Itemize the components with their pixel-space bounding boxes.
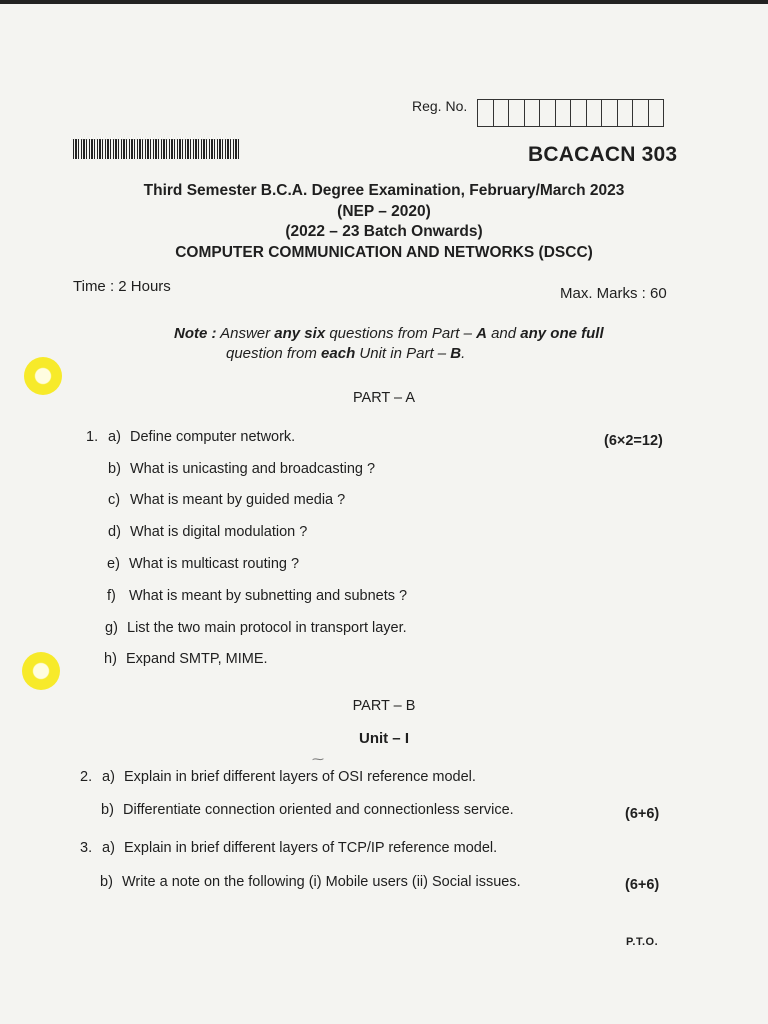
question-1g: g) List the two main protocol in transport layer.	[105, 620, 407, 636]
question-1d: d) What is digital modulation ?	[108, 524, 308, 540]
question-1c: c) What is meant by guided media ?	[108, 492, 346, 508]
question-1-marks: (6×2=12)	[604, 433, 663, 449]
time-duration: Time : 2 Hours	[73, 278, 171, 295]
scan-top-edge	[0, 0, 768, 4]
paper-code: BCACACN 303	[528, 143, 678, 166]
course-title: COMPUTER COMMUNICATION AND NETWORKS (DSCC)	[175, 243, 593, 261]
unit-1-heading: Unit – I	[358, 730, 409, 747]
question-1h: h) Expand SMTP, MIME.	[104, 651, 268, 667]
max-marks: Max. Marks : 60	[560, 285, 667, 302]
barcode	[73, 139, 241, 159]
scan-smudge: ⁓	[312, 752, 324, 766]
question-3b: b) Write a note on the following (i) Mobile users (ii) Social issues.	[100, 874, 521, 890]
reg-no-boxes[interactable]	[477, 99, 664, 127]
part-b-heading: PART – B	[352, 698, 416, 714]
exam-title-line: (2022 – 23 Batch Onwards)	[285, 223, 483, 240]
punch-hole-marker	[22, 652, 60, 690]
question-1a: 1. a) Define computer network.	[86, 429, 296, 445]
question-2a: 2. a) Explain in brief different layers of OSI reference model.	[80, 769, 476, 785]
question-3-marks: (6+6)	[625, 877, 660, 893]
exam-title-line: (NEP – 2020)	[337, 202, 431, 220]
question-2b: b) Differentiate connection oriented and connectionless service.	[101, 802, 514, 818]
instructions-note: Note : Answer any six questions from Part – A and any one full question from each Unit in Part – B.	[174, 325, 604, 362]
question-3a: 3. a) Explain in brief different layers of TCP/IP reference model.	[80, 840, 498, 856]
question-1b: b) What is unicasting and broadcasting ?	[108, 461, 376, 477]
exam-title-line: Third Semester B.C.A. Degree Examination, February/March 2023	[143, 182, 625, 199]
part-a-heading: PART – A	[352, 390, 416, 406]
reg-no-label: Reg. No.	[412, 98, 468, 114]
page-turn-over: P.T.O.	[626, 936, 659, 948]
question-1e: e) What is multicast routing ?	[107, 556, 300, 572]
question-1f: f) What is meant by subnetting and subnets ?	[107, 588, 408, 604]
question-2-marks: (6+6)	[625, 806, 660, 822]
exam-title	[0, 181, 768, 263]
